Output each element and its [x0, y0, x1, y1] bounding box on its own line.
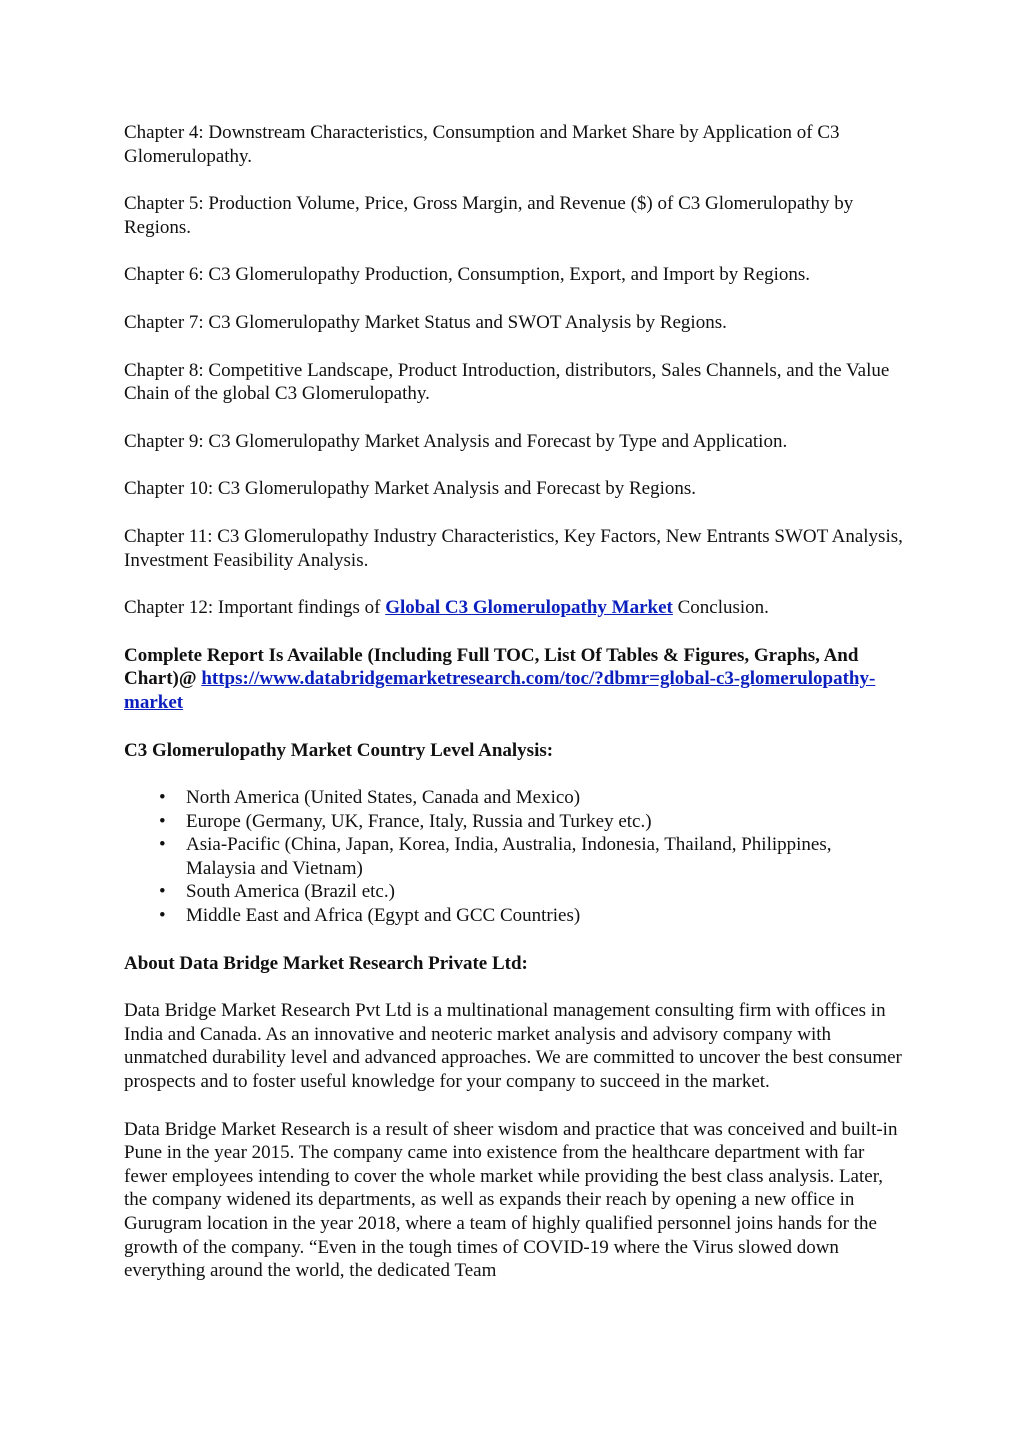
region-label: Europe (Germany, UK, France, Italy, Russia and Turkey etc.) — [186, 810, 652, 832]
bullet-icon: • — [159, 881, 166, 903]
toc-url-link[interactable]: https://www.databridgemarketresearch.com/toc/?dbmr=global-c3-glomerulopathy-market — [124, 668, 876, 713]
region-label: Middle East and Africa (Egypt and GCC Countries) — [186, 905, 581, 927]
bullet-icon: • — [159, 834, 166, 856]
regions-list — [124, 786, 904, 928]
chapter-12-prefix: Chapter 12: Important findings of — [124, 597, 386, 619]
chapter-7-text: Chapter 7: C3 Glomerulopathy Market Status and SWOT Analysis by Regions. — [124, 311, 727, 333]
about-heading: About Data Bridge Market Research Private Ltd: — [124, 952, 528, 974]
list-item — [159, 833, 904, 880]
list-item — [159, 880, 904, 904]
region-label: North America (United States, Canada and Mexico) — [186, 787, 581, 809]
complete-report-text — [124, 644, 904, 715]
bullet-icon: • — [159, 905, 166, 927]
chapter-10-text: Chapter 10: C3 Glomerulopathy Market Analysis and Forecast by Regions. — [124, 478, 697, 500]
chapter-9-text: Chapter 9: C3 Glomerulopathy Market Analysis and Forecast by Type and Application. — [124, 430, 788, 452]
chapter-6-text: Chapter 6: C3 Glomerulopathy Production, Consumption, Export, and Import by Regions. — [124, 264, 811, 286]
country-analysis-heading: C3 Glomerulopathy Market Country Level Analysis: — [124, 739, 554, 761]
chapter-12-suffix: Conclusion. — [672, 597, 769, 619]
region-label: Asia-Pacific (China, Japan, Korea, India, Australia, Indonesia, Thailand, Philippines, Malaysia and Vietnam) — [186, 834, 832, 879]
list-item — [159, 904, 904, 928]
bullet-icon: • — [159, 810, 166, 832]
bullet-icon: • — [159, 787, 166, 809]
document-page — [124, 121, 904, 1307]
about-paragraph-1: Data Bridge Market Research Pvt Ltd is a multinational management consulting firm with offices in India and Canada. As an innovative and neoteric market analysis and advisory company with unmatched durability level and advanced approaches. We are committed to uncover the best consumer prospects and to foster useful knowledge for your company to succeed in the market. — [124, 1000, 902, 1093]
complete-report-label: Complete Report Is Available (Including Full TOC, List Of Tables & Figures, Graphs, And Chart)@ — [124, 644, 859, 690]
about-paragraph-2: Data Bridge Market Research is a result of sheer wisdom and practice that was conceived and built-in Pune in the year 2015. The company came into existence from the healthcare department with far fewer employees intending to cover the whole market while providing the best class analysis. Later, the company widened its departments, as well as expands their reach by opening a new office in Gurugram location in the year 2018, where a team of highly qualified personnel joins hands for the growth of the company. “Even in the tough times of COVID-19 where the Virus slowed down everything around the world, the dedicated Team — [124, 1118, 898, 1282]
global-market-link[interactable]: Global C3 Glomerulopathy Market — [385, 597, 673, 619]
list-item — [159, 810, 904, 834]
chapter-11-text: Chapter 11: C3 Glomerulopathy Industry Characteristics, Key Factors, New Entrants SWOT Analysis, Investment Feasibility Analysis. — [124, 525, 903, 571]
list-item — [159, 786, 904, 810]
chapter-12-text — [124, 596, 904, 620]
region-label: South America (Brazil etc.) — [186, 881, 395, 903]
chapter-8-text: Chapter 8: Competitive Landscape, Product Introduction, distributors, Sales Channels, and the Value Chain of the global C3 Glomerulopathy. — [124, 359, 890, 405]
chapter-5-text: Chapter 5: Production Volume, Price, Gross Margin, and Revenue ($) of C3 Glomerulopathy by Regions. — [124, 193, 854, 238]
chapter-4-text: Chapter 4: Downstream Characteristics, Consumption and Market Share by Application of C3 Glomerulopathy. — [124, 122, 840, 167]
